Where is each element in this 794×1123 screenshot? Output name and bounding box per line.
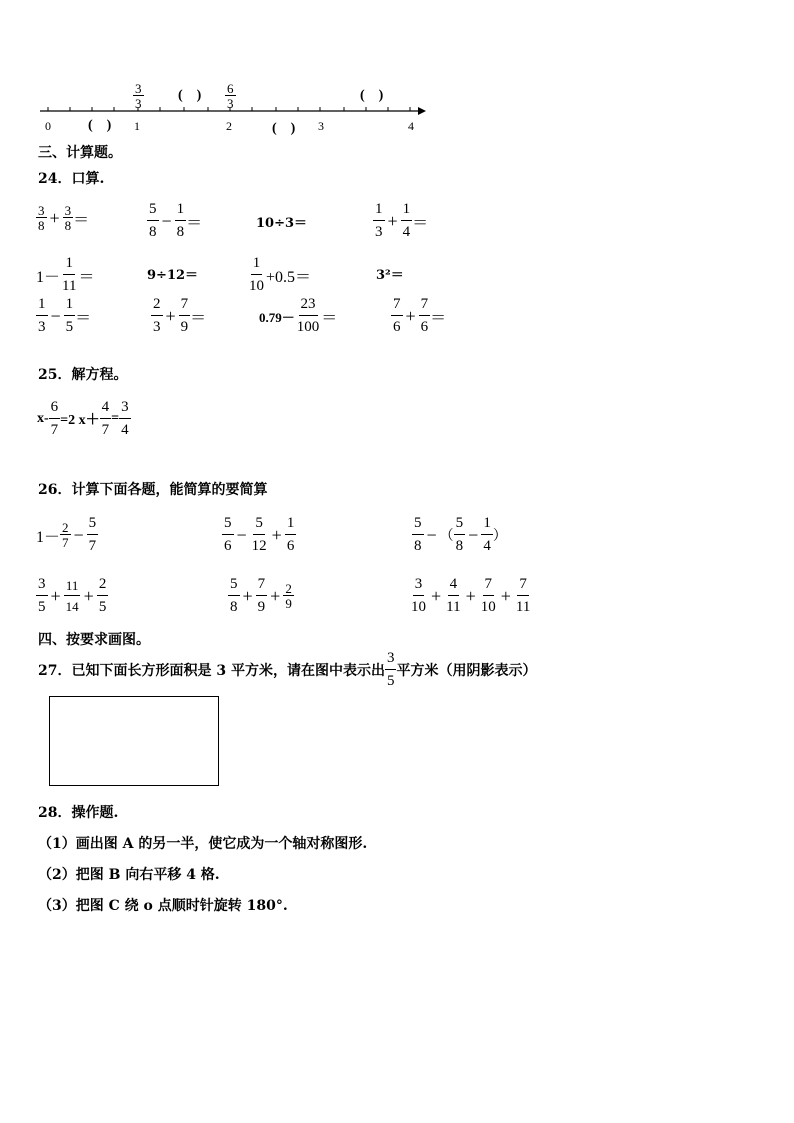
- blank-above-2[interactable]: ( ): [360, 88, 384, 103]
- section-3-title: 三、计算题。: [38, 145, 122, 161]
- q24-r2-c: $\frac{1}{10}$ +0.5＝: [249, 255, 312, 294]
- tick-label-2: 2: [226, 119, 232, 133]
- q24-r2-a: 1－ $\frac{1}{11}$ ＝: [36, 255, 95, 294]
- q24-r1-a: $\frac{3}{8}$ + $\frac{3}{8}$ ＝: [38, 203, 90, 233]
- blank-above-1[interactable]: ( ): [178, 88, 202, 103]
- tick-label-0: 0: [45, 119, 51, 133]
- rectangle-figure[interactable]: [49, 696, 219, 786]
- q26-r1-a: 1－ $\frac{2}{7}$ − $\frac{5}{7}$: [36, 515, 97, 554]
- q24-r1-c: 10÷3＝: [256, 216, 308, 231]
- q24-r3-d: $\frac{7}{6}$ + $\frac{7}{6}$ ＝: [393, 296, 447, 335]
- q24-r1-b: $\frac{5}{8}$ − $\frac{1}{8}$ ＝: [149, 201, 203, 240]
- q26-r2-b: $\frac{5}{8}$ + $\frac{7}{9}$ + $\frac{2}{9}$: [230, 576, 292, 615]
- tick-label-1: 1: [134, 119, 140, 133]
- tick-label-3: 3: [318, 119, 324, 133]
- q26-r2-c: $\frac{3}{10}$ + $\frac{4}{11}$ + $\frac{7}{10}$ + $\frac{7}{11}$: [411, 576, 531, 615]
- q26-title: 26．计算下面各题，能简算的要简算: [38, 482, 268, 498]
- q24-r3-a: $\frac{1}{3}$ − $\frac{1}{5}$ ＝: [38, 296, 92, 335]
- q24-r3-b: $\frac{2}{3}$ + $\frac{7}{9}$ ＝: [153, 296, 207, 335]
- q24-r2-d: 3²＝: [376, 268, 404, 283]
- q25-title: 25．解方程。: [38, 367, 128, 383]
- q28-item-1: （1）画出图 A 的另一半，使它成为一个轴对称图形.: [38, 836, 368, 852]
- q26-r1-b: $\frac{5}{6}$ − $\frac{5}{12}$ + $\frac{1}{6}$: [224, 515, 295, 554]
- blank-below-1[interactable]: ( ): [88, 118, 112, 133]
- number-line: [0, 0, 794, 140]
- q24-r2-b: 9÷12＝: [147, 268, 199, 283]
- q26-r2-a: $\frac{3}{5}$ + $\frac{11}{14}$ + $\frac{2}{5}$: [38, 576, 107, 615]
- q28-title: 28．操作题.: [38, 805, 119, 821]
- q24-r3-c: 0.79－ $\frac{23}{100}$ ＝: [259, 296, 338, 335]
- top-fraction-6-3: $\frac{6}{3}$: [227, 81, 234, 111]
- q28-item-3: （3）把图 C 绕 o 点顺时针旋转 180°.: [38, 898, 288, 914]
- q26-r1-c: $\frac{5}{8}$ − （ $\frac{5}{8}$ − $\frac{1}{4}$ ）: [414, 515, 507, 554]
- section-4-title: 四、按要求画图。: [38, 632, 150, 648]
- tick-label-4: 4: [408, 119, 414, 133]
- q24-r1-d: $\frac{1}{3}$ + $\frac{1}{4}$ ＝: [375, 201, 429, 240]
- q28-item-2: （2）把图 B 向右平移 4 格.: [38, 867, 220, 883]
- top-fraction-3-3: $\frac{3}{3}$: [135, 81, 142, 111]
- q24-title: 24．口算.: [38, 171, 105, 187]
- q27-text: 27．已知下面长方形面积是 3 平方米，请在图中表示出 $\frac{3}{5}$ 平方米（用阴影表示）: [38, 650, 537, 689]
- blank-below-2[interactable]: ( ): [272, 121, 296, 136]
- q25-equation: x- $\frac{6}{7}$ =2 x＋ $\frac{4}{7}$ = $\frac{3}{4}$: [37, 399, 129, 438]
